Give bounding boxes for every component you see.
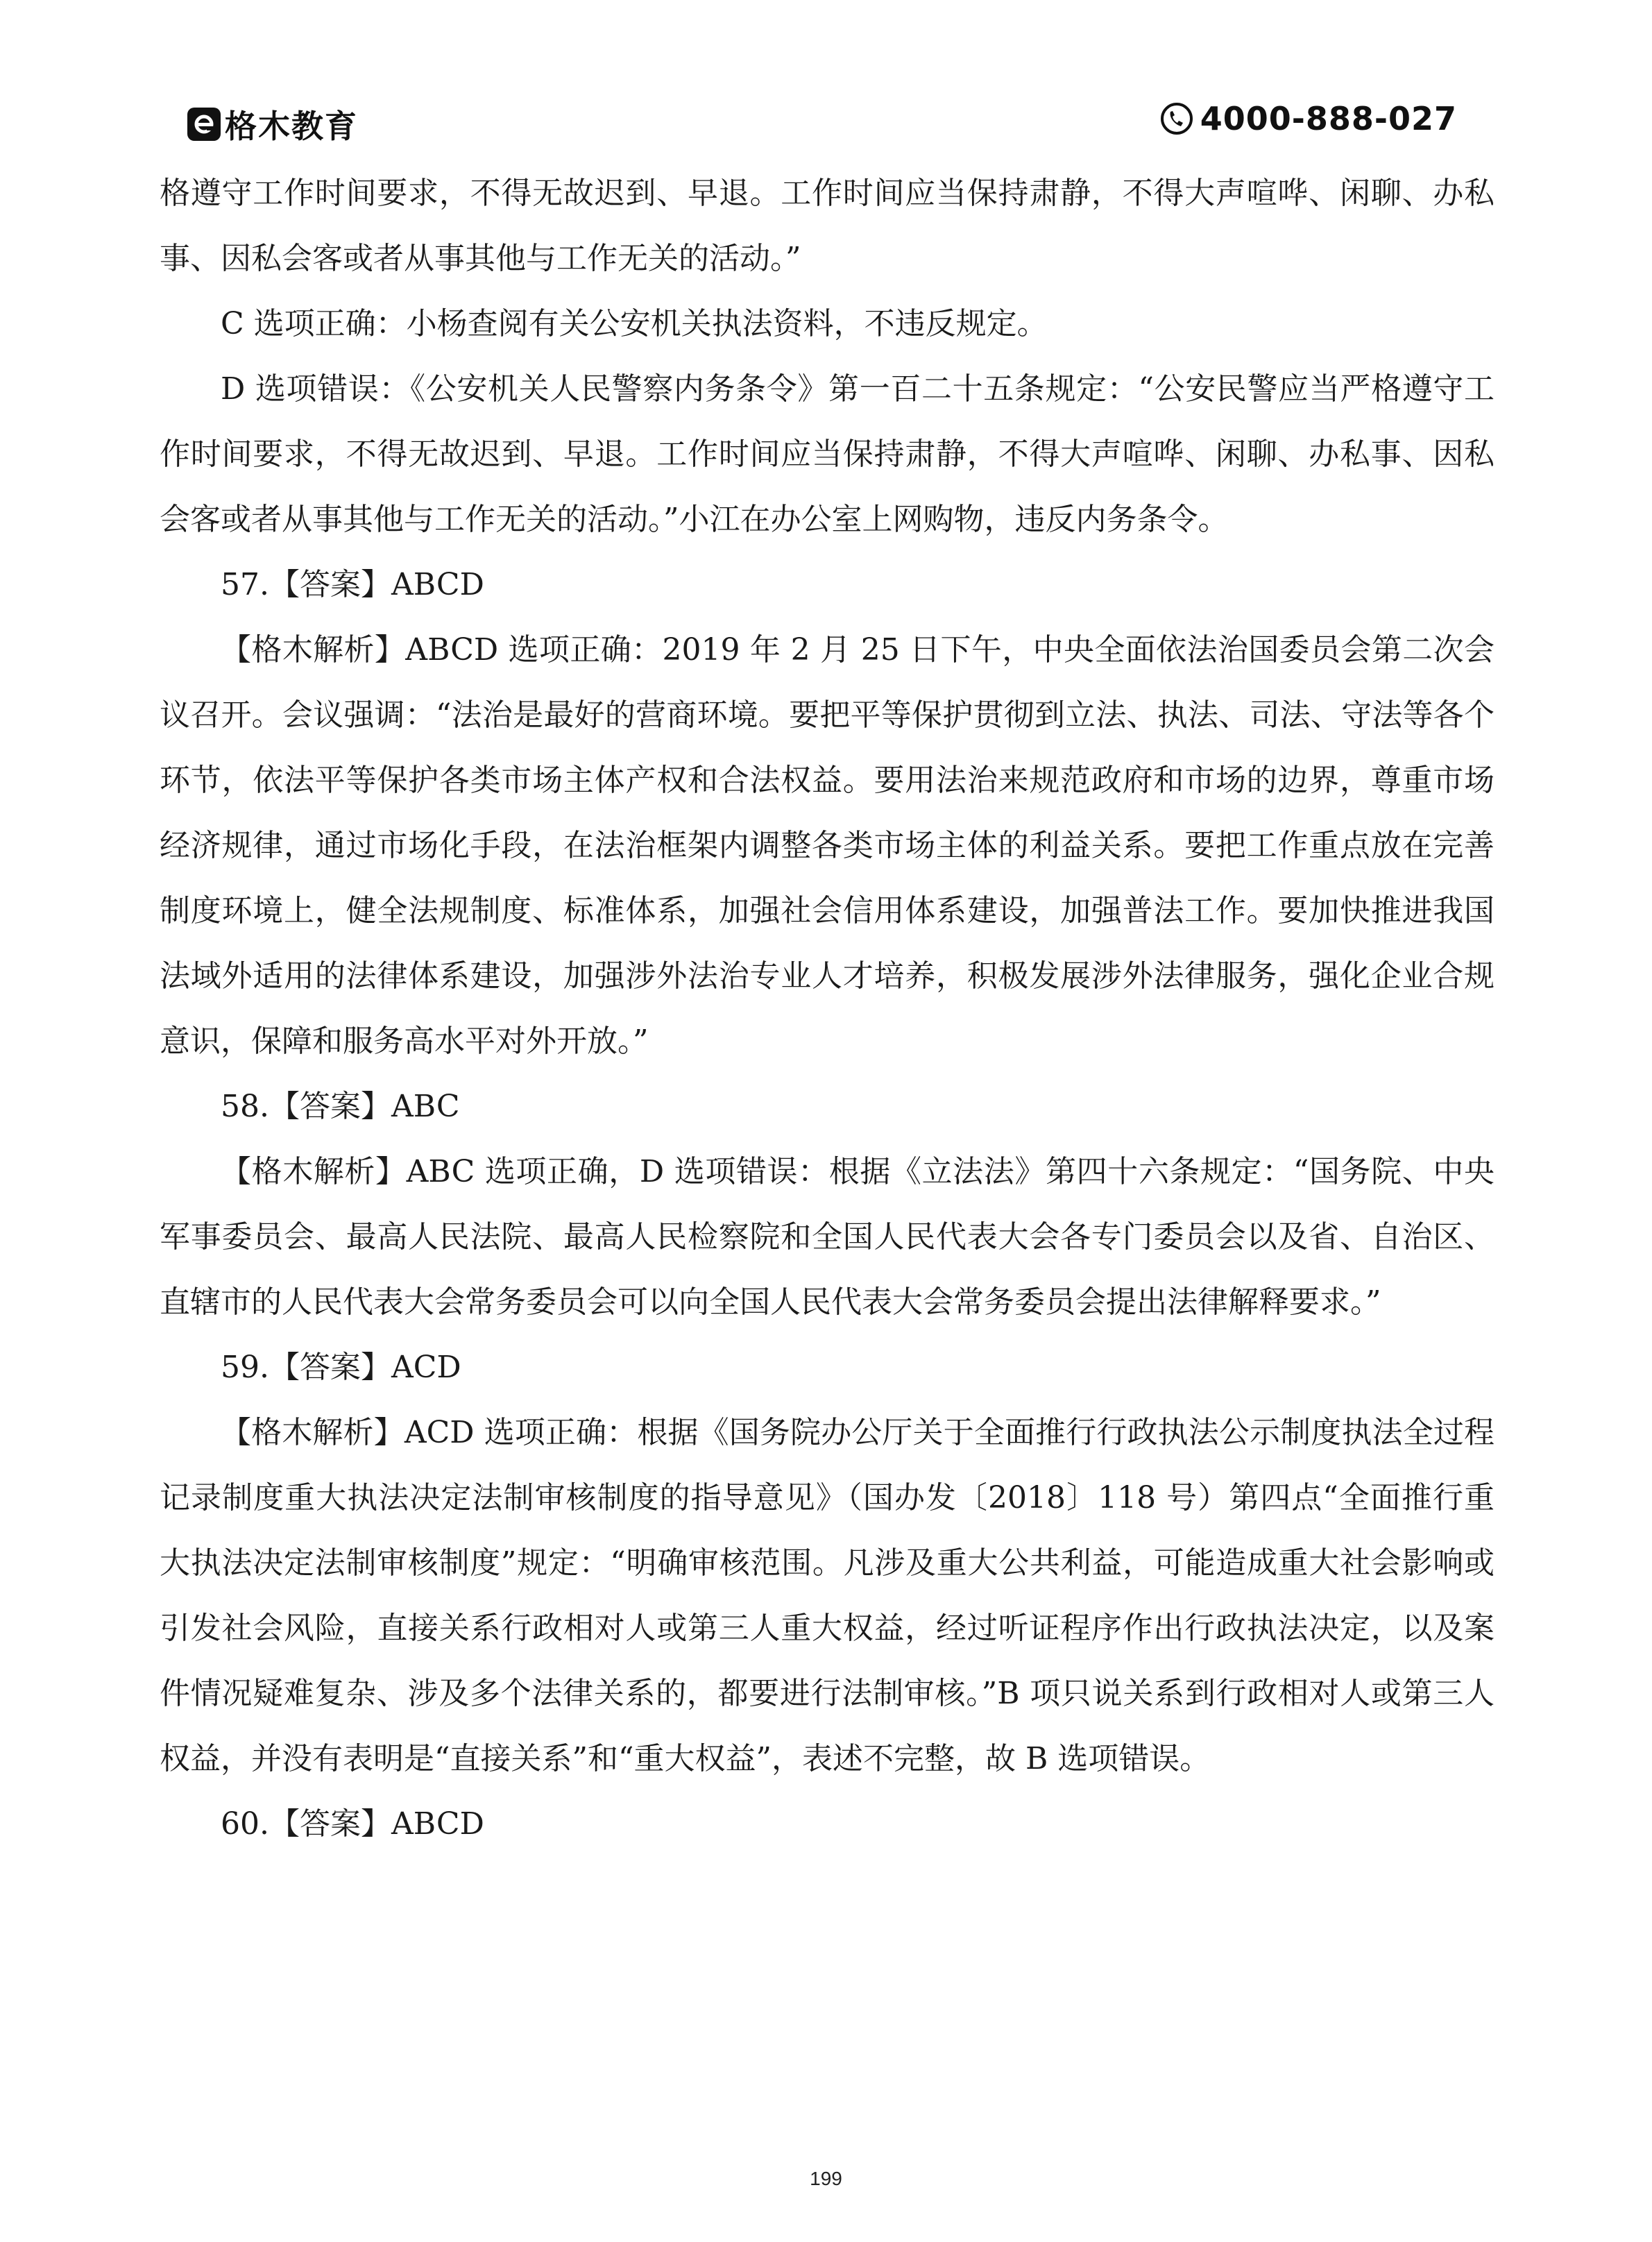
explanation-58: 【格木解析】ABC 选项正确，D 选项错误：根据《立法法》第四十六条规定：“国务院、中央军事委员会、最高人民法院、最高人民检察院和全国人民代表大会各专门委员会以及省、自治区、直辖市的人民代表大会常务委员会可以向全国人民代表大会常务委员会提出法律解释要求。” (160, 1154, 1495, 1320)
page-number: 199 (810, 2168, 842, 2189)
explanation-57: 【格木解析】ABCD 选项正确：2019 年 2 月 25 日下午，中央全面依法治国委员会第二次会议召开。会议强调：“法治是最好的营商环境。要把平等保护贯彻到立法、执法、司法、守法等各个环节，依法平等保护各类市场主体产权和合法权益。要用法治来规范政府和市场的边界，尊重市场经济规律，通过市场化手段，在法治框架内调整各类市场主体的利益关系。要把工作重点放在完善制度环境上，健全法规制度、标准体系，加强社会信用体系建设，加强普法工作。要加快推进我国法域外适用的法律体系建设，加强涉外法治专业人才培养，积极发展涉外法律服务，强化企业合规意识，保障和服务高水平对外开放。” (160, 632, 1495, 1059)
answer-60: 60.【答案】ABCD (221, 1806, 484, 1842)
answer-57: 57.【答案】ABCD (221, 567, 484, 602)
brand-name: 格木教育 (225, 108, 358, 145)
answer-59: 59.【答案】ACD (221, 1350, 461, 1385)
paragraph-option-c: C 选项正确：小杨查阅有关公安机关执法资料，不违反规定。 (221, 306, 1048, 341)
page-header (187, 97, 1457, 153)
page-content (160, 161, 1495, 1857)
paragraph-continued: 格遵守工作时间要求，不得无故迟到、早退。工作时间应当保持肃静，不得大声喧哗、闲聊、办私事、因私会客或者从事其他与工作无关的活动。” (160, 176, 1495, 276)
explanation-59: 【格木解析】ACD 选项正确：根据《国务院办公厅关于全面推行行政执法公示制度执法全过程记录制度重大执法决定法制审核制度的指导意见》（国办发〔2018〕118 号）第四点“全面推行重大执法决定法制审核制度”规定：“明确审核范围。凡涉及重大公共利益，可能造成重大社会影响或引发社会风险，直接关系行政相对人或第三人重大权益，经过听证程序作出行政执法决定，以及案件情况疑难复杂、涉及多个法律关系的，都要进行法制审核。”B 项只说关系到行政相对人或第三人权益，并没有表明是“直接关系”和“重大权益”，表述不完整，故 B 选项错误。 (160, 1415, 1495, 1776)
paragraph-option-d: D 选项错误：《公安机关人民警察内务条令》第一百二十五条规定：“公安民警应当严格遵守工作时间要求，不得无故迟到、早退。工作时间应当保持肃静，不得大声喧哗、闲聊、办私事、因私会客或者从事其他与工作无关的活动。”小江在办公室上网购物，违反内务条令。 (160, 371, 1495, 537)
phone-icon (1160, 102, 1193, 135)
hotline (1160, 100, 1457, 137)
answer-58: 58.【答案】ABC (221, 1089, 460, 1124)
brand-logo-icon (187, 108, 221, 141)
hotline-number: 4000-888-027 (1200, 100, 1457, 137)
brand-logo (187, 101, 358, 147)
